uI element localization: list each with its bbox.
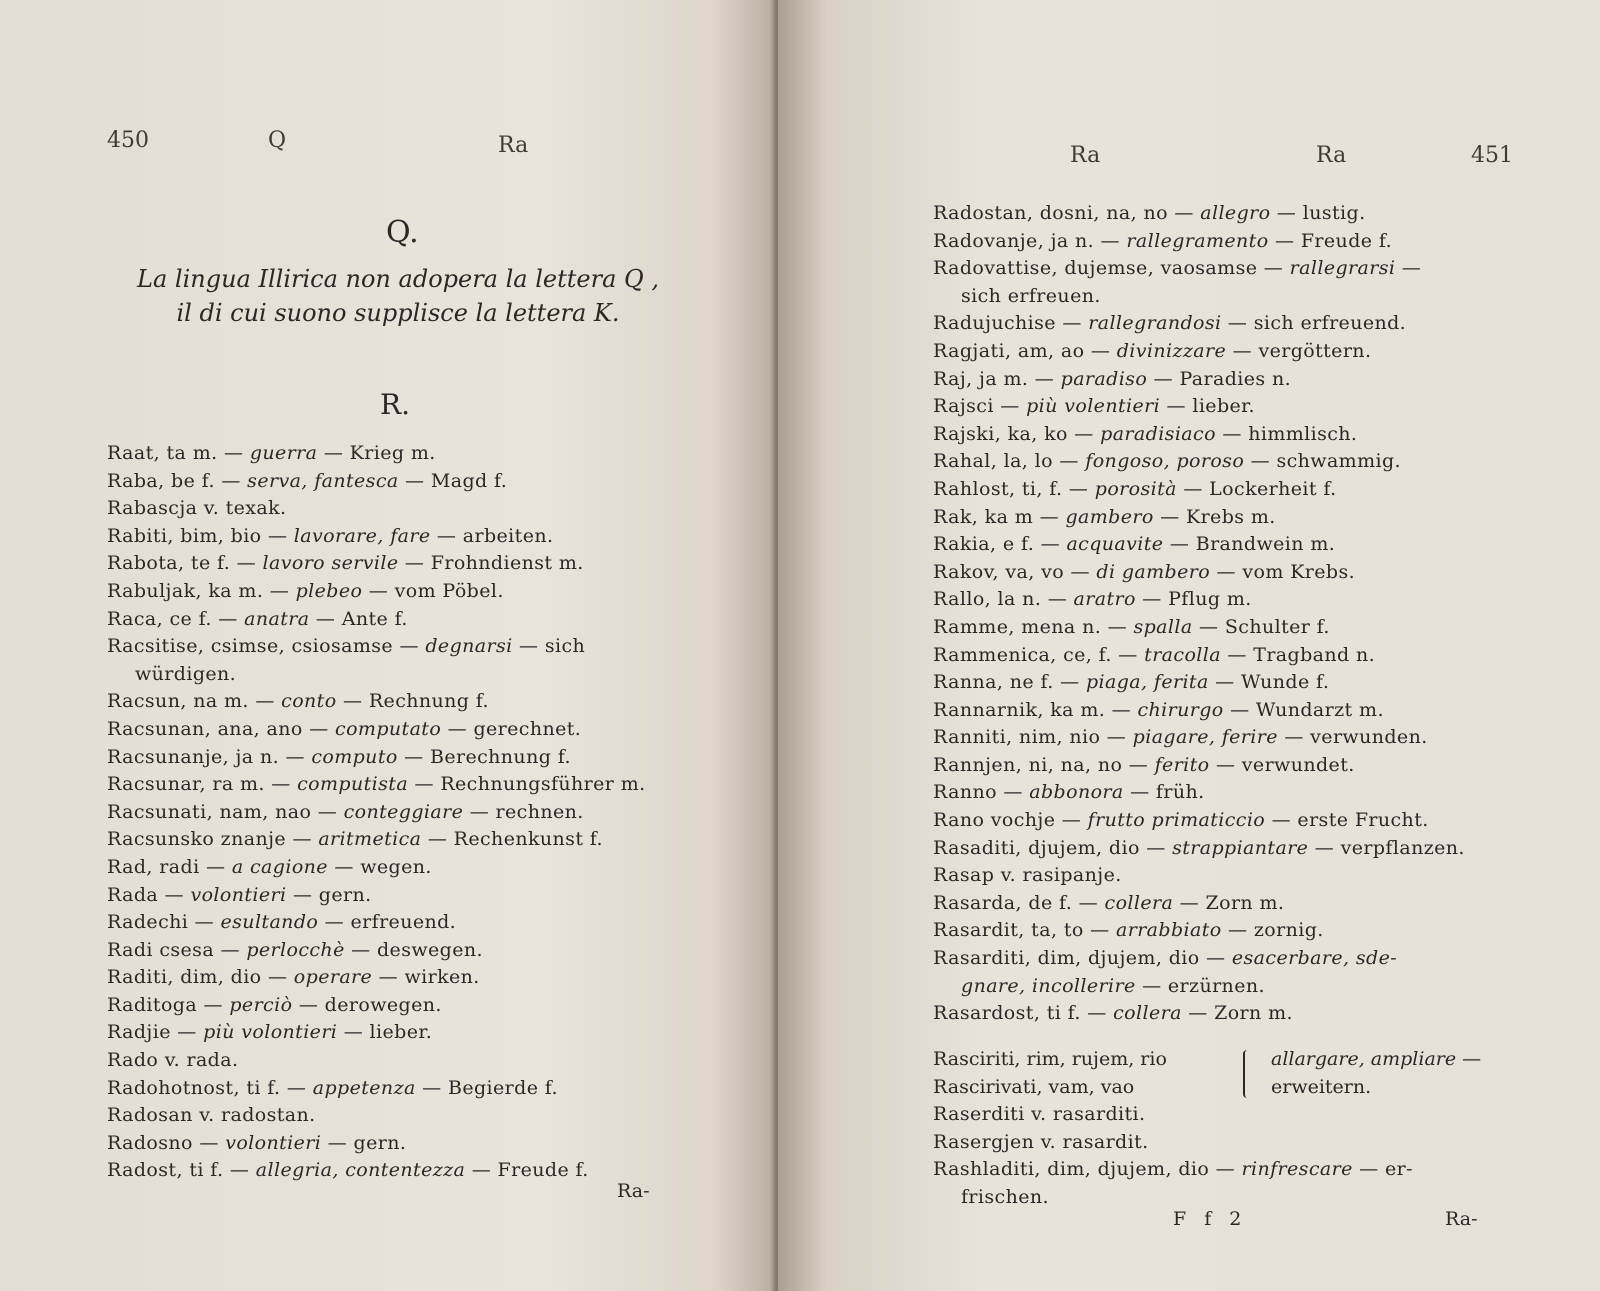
dictionary-entry: [107, 1047, 687, 1075]
entry-headword: Rasarda, de f. —: [933, 891, 1105, 914]
entry-headword: Radi csesa —: [107, 938, 247, 961]
entry-headword: Rahal, la, lo —: [933, 450, 1086, 473]
entry-headword: Raditi, dim, dio —: [107, 966, 294, 989]
dictionary-entry: [107, 826, 687, 854]
entry-headword: Rabuljak, ka m. —: [107, 579, 296, 602]
dictionary-entry: [933, 448, 1513, 476]
entry-italian: rallegrandosi: [1088, 312, 1222, 335]
entry-italian: a cagione: [231, 855, 328, 878]
section-heading-r: R.: [380, 388, 410, 421]
entry-german: — derowegen.: [292, 993, 442, 1016]
entry-headword: Rakia, e f. —: [933, 533, 1067, 556]
page-number: 450: [107, 128, 149, 153]
entry-german: — erfreuend.: [318, 911, 457, 934]
entry-headword: Rasap v. rasipanje.: [933, 864, 1122, 887]
entry-headword: Rajsci —: [933, 395, 1027, 418]
entry-headword: Rabascja v. texak.: [107, 497, 287, 520]
catchword: Ra-: [617, 1180, 650, 1202]
entry-german: — Rechnung f.: [336, 690, 489, 713]
entry-german: — verwundet.: [1209, 753, 1355, 776]
dictionary-entry: [933, 779, 1513, 807]
entry-headword: Rada —: [107, 883, 191, 906]
brace-headword-1: Rasciriti, rim, rujem, rio: [933, 1048, 1167, 1070]
entry-italian: lavorare, fare: [293, 524, 431, 547]
entry-german: — Magd f.: [398, 469, 508, 492]
entry-german: — Lockerheit f.: [1176, 477, 1337, 500]
brace-definition-german: erweitern.: [1271, 1075, 1372, 1098]
dictionary-entry: [933, 862, 1513, 890]
entry-headword: Rahlost, ti, f. —: [933, 477, 1095, 500]
dictionary-entry: [933, 366, 1513, 394]
entry-german: — Krieg m.: [317, 442, 436, 464]
dictionary-entry: [107, 1157, 687, 1185]
entry-italian: aritmetica: [318, 828, 422, 851]
entry-italian: acquavite: [1066, 533, 1164, 556]
entry-headword: Raat, ta m. —: [107, 442, 250, 464]
entry-german: — Paradies n.: [1147, 367, 1292, 390]
entry-italian: più volentieri: [1026, 395, 1161, 418]
entry-headword: Rasardit, ta, to —: [933, 919, 1116, 942]
entry-german: — er-: [1352, 1158, 1413, 1181]
entry-italian: degnarsi: [425, 635, 513, 658]
dictionary-entry: [107, 716, 687, 744]
dictionary-entry: [933, 697, 1513, 725]
entry-italian: rallegramento: [1126, 229, 1269, 252]
entry-italian: ferito: [1154, 753, 1210, 776]
dictionary-entry: [933, 476, 1513, 504]
entry-headword: Raca, ce f. —: [107, 607, 245, 630]
entry-headword: Rado v. rada.: [107, 1049, 239, 1072]
entry-german: — Zorn m.: [1173, 891, 1285, 914]
entry-headword: Rabiti, bim, bio —: [107, 524, 294, 547]
dictionary-entry: [933, 504, 1513, 532]
dictionary-entry: [107, 578, 687, 606]
entry-italian: arrabbiato: [1115, 919, 1222, 942]
entry-german: — Rechnungsführer m.: [408, 773, 646, 796]
dictionary-entry: [933, 724, 1513, 752]
entry-german: — deswegen.: [344, 938, 483, 961]
entry-german: — Freude f.: [1268, 229, 1393, 252]
entry-german: — Schulter f.: [1192, 615, 1330, 638]
dictionary-entry: [107, 1019, 687, 1047]
entry-italian: frutto primaticcio: [1087, 809, 1266, 832]
dictionary-entry: [107, 854, 687, 882]
dictionary-entry: [933, 1156, 1513, 1211]
entry-headword: Racsunanje, ja n. —: [107, 745, 312, 768]
dictionary-entry: [933, 586, 1513, 614]
entry-german: — verpflanzen.: [1308, 836, 1465, 859]
entry-german: — gerechnet.: [441, 717, 582, 740]
dictionary-entry: [107, 771, 687, 799]
dictionary-entry: [933, 559, 1513, 587]
entry-list-left: [107, 440, 687, 1185]
entry-italian: volontieri: [225, 1131, 322, 1154]
entry-german: — vom Krebs.: [1210, 560, 1356, 583]
dictionary-entry: [933, 1101, 1513, 1129]
entry-italian: piaga, ferita: [1085, 671, 1209, 694]
q-note-line-1: La lingua Illirica non adopera la lettera Q ,: [137, 265, 659, 293]
entry-headword: Rabota, te f. —: [107, 552, 263, 575]
dictionary-entry: [107, 468, 687, 496]
dictionary-entry: [933, 669, 1513, 697]
entry-italian: rinfrescare: [1241, 1158, 1353, 1181]
running-header: Ra: [498, 133, 529, 158]
entry-german: — arbeiten.: [430, 524, 554, 547]
entry-headword: Radechi —: [107, 911, 221, 934]
entry-headword: Ranno —: [933, 781, 1030, 804]
entry-headword: Rad, radi —: [107, 855, 232, 878]
dictionary-entry: [933, 338, 1513, 366]
dictionary-entry: [107, 1075, 687, 1103]
entry-italian: anatra: [244, 607, 310, 630]
entry-continuation: sich erfreuen.: [961, 284, 1101, 307]
entry-italian: allegria, contentezza: [255, 1159, 466, 1182]
entry-german: — lieber.: [1160, 395, 1255, 418]
entry-german: — Freude f.: [465, 1159, 589, 1182]
entry-italian: appetenza: [312, 1076, 416, 1099]
dictionary-entry: [933, 531, 1513, 559]
entry-headword: Radohotnost, ti f. —: [107, 1076, 313, 1099]
entry-italian: rallegrarsi: [1289, 257, 1396, 280]
entry-headword: Rasaditi, djujem, dio —: [933, 836, 1173, 859]
entry-italian: abbonora: [1029, 781, 1124, 804]
entry-italian: operare: [293, 966, 373, 989]
entry-italian: chirurgo: [1137, 698, 1224, 721]
dictionary-entry: [107, 1102, 687, 1130]
entry-italian: piagare, ferire: [1132, 726, 1278, 749]
entry-headword: Raserditi v. rasarditi.: [933, 1103, 1146, 1125]
entry-headword: Radovattise, dujemse, vaosamse —: [933, 257, 1290, 280]
entry-italian: plebeo: [295, 579, 363, 602]
entry-headword: Racsunan, ana, ano —: [107, 717, 336, 740]
entry-headword: Rakov, va, vo —: [933, 560, 1097, 583]
page-number: 451: [1471, 143, 1513, 168]
entry-german: — lieber.: [337, 1021, 433, 1044]
dictionary-entry: [107, 688, 687, 716]
entry-german: — wirken.: [372, 966, 480, 989]
entry-german: — Frohndienst m.: [398, 552, 584, 575]
entry-headword: Ranna, ne f. —: [933, 671, 1086, 694]
dictionary-entry: [933, 421, 1513, 449]
dictionary-entry: [107, 744, 687, 772]
entry-italian: allegro: [1200, 202, 1271, 224]
dictionary-entry: [933, 642, 1513, 670]
entry-headword: Radosan v. radostan.: [107, 1104, 316, 1127]
entry-italian: lavoro servile: [262, 552, 399, 575]
entry-headword: Ramme, mena n. —: [933, 615, 1134, 638]
entry-german: — schwammig.: [1244, 450, 1401, 473]
entry-headword: Rashladiti, dim, djujem, dio —: [933, 1158, 1242, 1181]
entry-italian: perciò: [229, 993, 293, 1016]
entry-italian: serva, fantesca: [247, 469, 399, 492]
entry-german: — Berechnung f.: [397, 745, 571, 768]
entry-italian: collera: [1113, 1002, 1182, 1025]
dictionary-entry: [107, 964, 687, 992]
dictionary-entry: [933, 393, 1513, 421]
entry-german: — rechnen.: [463, 800, 584, 823]
entry-italian: esacerbare, sde-: [1231, 947, 1398, 970]
dictionary-entry: [107, 550, 687, 578]
entry-headword: Racsitise, csimse, csiosamse —: [107, 635, 426, 658]
entry-list-right: [933, 200, 1513, 1028]
entry-headword: Rajski, ka, ko —: [933, 422, 1101, 445]
dictionary-entry: [933, 310, 1513, 338]
entry-german: — Begierde f.: [415, 1076, 558, 1099]
entry-headword: Rammenica, ce, f. —: [933, 643, 1145, 666]
entry-continuation: [933, 973, 1513, 1001]
entry-german: — verwunden.: [1277, 726, 1428, 749]
entry-italian: porosità: [1094, 477, 1177, 500]
header-letter: Q: [268, 128, 287, 153]
entry-german: —: [1395, 257, 1422, 280]
entry-italian: spalla: [1133, 615, 1193, 638]
entry-headword: Raditoga —: [107, 993, 230, 1016]
dictionary-entry: [107, 882, 687, 910]
brace-entry: [933, 1046, 1482, 1101]
brace-definition-italian: allargare, ampliare: [1271, 1048, 1457, 1070]
entry-headword: Radostan, dosni, na, no —: [933, 202, 1201, 224]
entry-german: — sich erfreuend.: [1221, 312, 1407, 335]
dictionary-entry: [107, 909, 687, 937]
dictionary-entry: [933, 807, 1513, 835]
dictionary-entry: [933, 614, 1513, 642]
entry-italian: divinizzare: [1116, 339, 1227, 362]
entry-italian: paradisiaco: [1100, 422, 1216, 445]
dictionary-entry: [933, 835, 1513, 863]
entry-italian: computista: [297, 773, 409, 796]
entry-german: — erzürnen.: [1135, 974, 1265, 997]
entry-italian-continued: gnare, incollerire: [961, 974, 1136, 997]
dictionary-entry: [107, 799, 687, 827]
entry-italian: paradiso: [1060, 367, 1148, 390]
entry-german: — Ante f.: [309, 607, 408, 630]
entry-headword: Radujuchise —: [933, 312, 1089, 335]
dictionary-entry: [107, 633, 687, 688]
entry-german: — Rechenkunst f.: [421, 828, 603, 851]
entry-headword: Ranniti, nim, nio —: [933, 726, 1133, 749]
entry-italian: esultando: [220, 911, 319, 934]
entry-german: — vom Pöbel.: [362, 579, 504, 602]
entry-continuation: würdigen.: [135, 662, 237, 685]
entry-headword: Ragjati, am, ao —: [933, 339, 1117, 362]
brace-headword-2: Rascirivati, vam, vao: [933, 1075, 1135, 1098]
entry-german: — vergöttern.: [1226, 339, 1372, 362]
entry-german: — erste Frucht.: [1265, 809, 1429, 832]
entry-headword: Rano vochje —: [933, 809, 1088, 832]
entry-german: — himmlisch.: [1215, 422, 1358, 445]
entry-german: — gern.: [321, 1131, 407, 1154]
entry-headword: Rasarditi, dim, djujem, dio —: [933, 947, 1232, 970]
entry-headword: Racsunar, ra m. —: [107, 773, 298, 796]
entry-headword: Rannjen, ni, na, no —: [933, 753, 1155, 776]
entry-headword: Raba, be f. —: [107, 469, 248, 492]
dictionary-entry: [107, 440, 687, 468]
entry-italian: collera: [1104, 891, 1174, 914]
entry-italian: di gambero: [1096, 560, 1211, 583]
dictionary-entry: [107, 1130, 687, 1158]
entry-italian: volontieri: [190, 883, 287, 906]
entry-german: — Brandwein m.: [1163, 533, 1336, 556]
dictionary-entry: [933, 1129, 1513, 1157]
entry-italian: aratro: [1073, 588, 1136, 611]
entry-german: — Krebs m.: [1153, 505, 1276, 528]
entry-headword: Rasergjen v. rasardit.: [933, 1130, 1149, 1153]
entry-headword: Racsunsko znanje —: [107, 828, 319, 851]
entry-headword: Rallo, la n. —: [933, 588, 1074, 611]
entry-italian: conto: [281, 690, 337, 713]
entry-german: — wegen.: [327, 855, 432, 878]
brace-mark: [1243, 1050, 1251, 1098]
dictionary-entry: [107, 523, 687, 551]
dictionary-entry: [933, 752, 1513, 780]
entry-list-right-tail: [933, 1101, 1513, 1211]
running-header-left: Ra: [1070, 143, 1101, 168]
entry-italian: perlocchè: [246, 938, 345, 961]
entry-headword: Racsunati, nam, nao —: [107, 800, 344, 823]
left-page: [0, 0, 778, 1291]
entry-german: — Zorn m.: [1181, 1002, 1293, 1025]
entry-italian: più volontieri: [203, 1021, 338, 1044]
dictionary-entry: [933, 228, 1513, 256]
dictionary-entry: [933, 200, 1513, 228]
entry-german: — sich: [512, 635, 586, 658]
entry-italian: strappiantare: [1172, 836, 1309, 859]
entry-german: — Wundarzt m.: [1223, 698, 1384, 721]
q-note-line-2: il di cui suono supplisce la lettera K.: [176, 299, 620, 327]
entry-italian: tracolla: [1144, 643, 1221, 666]
entry-headword: Racsun, na m. —: [107, 690, 282, 713]
entry-italian: fongoso, poroso: [1085, 450, 1245, 473]
dictionary-entry: [933, 917, 1513, 945]
entry-italian: conteggiare: [343, 800, 464, 823]
entry-italian: gambero: [1065, 505, 1154, 528]
entry-german: — gern.: [286, 883, 372, 906]
dictionary-entry: [933, 1000, 1513, 1028]
entry-headword: Rak, ka m —: [933, 505, 1066, 528]
entry-italian: guerra: [249, 442, 318, 464]
entry-german: — zornig.: [1221, 919, 1324, 942]
entry-headword: Radost, ti f. —: [107, 1159, 256, 1182]
entry-german: — Tragband n.: [1220, 643, 1376, 666]
entry-headword: Radjie —: [107, 1021, 204, 1044]
entry-headword: Radovanje, ja n. —: [933, 229, 1127, 252]
entry-italian: computo: [311, 745, 398, 768]
dictionary-entry: [933, 890, 1513, 918]
entry-headword: Rannarnik, ka m. —: [933, 698, 1138, 721]
entry-german: — Wunde f.: [1208, 671, 1330, 694]
dictionary-entry: [107, 992, 687, 1020]
entry-german: — Pflug m.: [1135, 588, 1252, 611]
entry-italian: computato: [335, 717, 442, 740]
running-header-right: Ra: [1316, 143, 1347, 168]
entry-continuation: frischen.: [961, 1185, 1049, 1208]
dictionary-entry: [107, 495, 687, 523]
signature-mark: F f 2: [1173, 1208, 1248, 1230]
entry-headword: Radosno —: [107, 1131, 226, 1154]
entry-headword: Rasardost, ti f. —: [933, 1002, 1114, 1025]
dictionary-entry: [107, 606, 687, 634]
entry-german: — früh.: [1123, 781, 1205, 804]
entry-headword: Raj, ja m. —: [933, 367, 1061, 390]
catchword: Ra-: [1445, 1208, 1478, 1230]
entry-german: — lustig.: [1270, 202, 1366, 224]
dictionary-entry: [933, 255, 1513, 310]
section-heading-q: Q.: [386, 215, 419, 250]
dictionary-entry: [107, 937, 687, 965]
brace-dash: —: [1456, 1048, 1482, 1070]
dictionary-entry: [933, 945, 1513, 1000]
